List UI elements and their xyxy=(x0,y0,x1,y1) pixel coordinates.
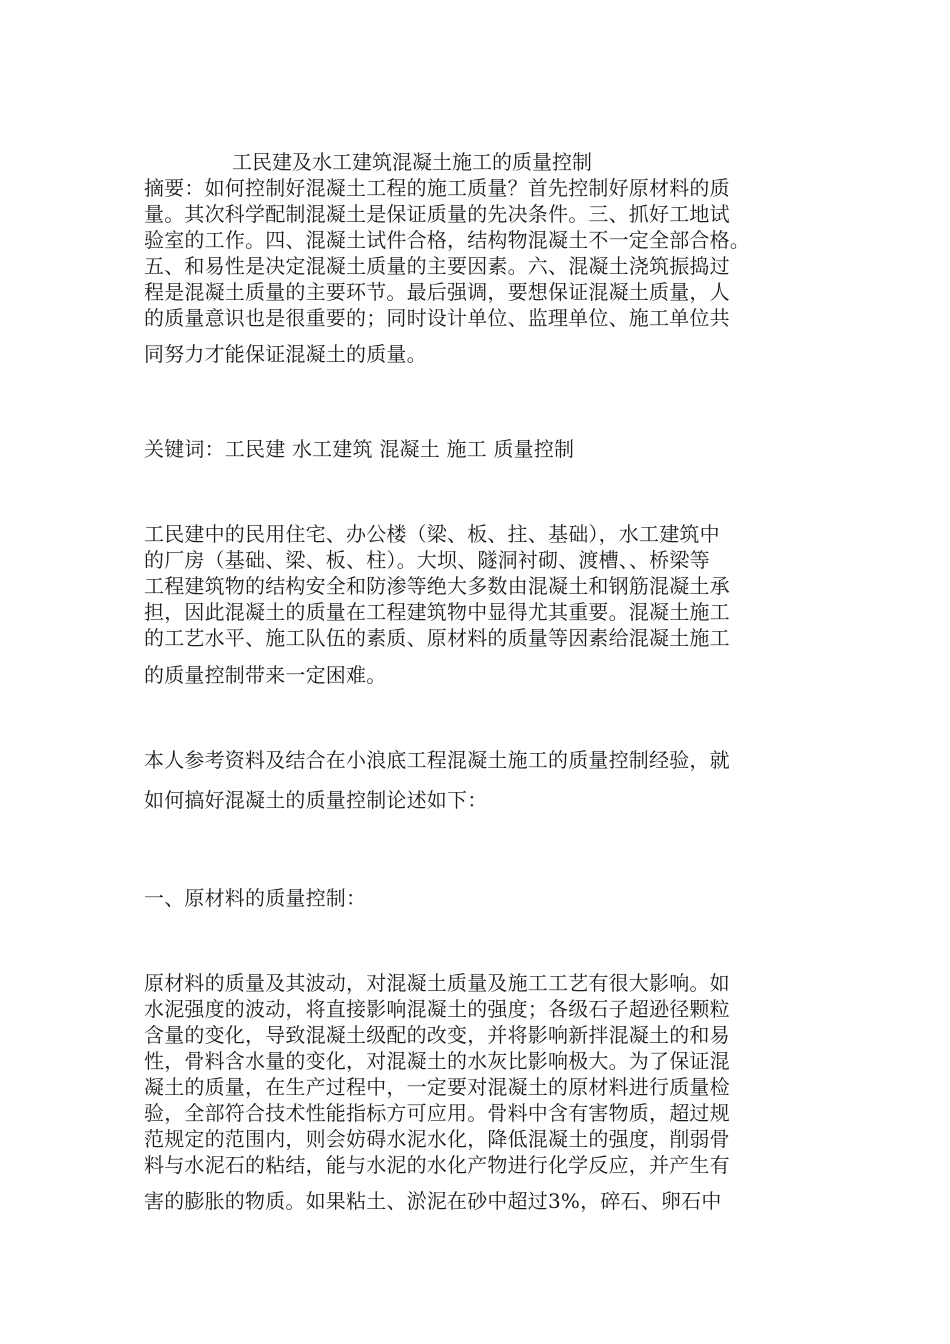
reference-line: 如何搞好混凝土的质量控制论述如下： xyxy=(144,788,488,812)
abstract-line: 量。其次科学配制混凝土是保证质量的先决条件。三、抓好工地试 xyxy=(144,202,730,226)
section-line: 凝土的质量，在生产过程中，一定要对混凝土的原材料进行质量检 xyxy=(144,1075,730,1099)
section-line: 范规定的范围内，则会妨碍水泥水化，降低混凝土的强度，削弱骨 xyxy=(144,1127,730,1151)
section-line: 水泥强度的波动，将直接影响混凝土的强度；各级石子超逊径颗粒 xyxy=(144,997,730,1021)
document-title: 工民建及水工建筑混凝土施工的质量控制 xyxy=(232,150,592,174)
section-heading: 一、原材料的质量控制： xyxy=(144,886,367,910)
intro-line: 的质量控制带来一定困难。 xyxy=(144,663,387,687)
intro-line: 的工艺水平、施工队伍的素质、原材料的质量等因素给混凝土施工 xyxy=(144,626,730,650)
abstract-line: 的质量意识也是很重要的；同时设计单位、监理单位、施工单位共 xyxy=(144,306,730,330)
section-line: 害的膨胀的物质。如果粘土、淤泥在砂中超过3%，碎石、卵石中 xyxy=(144,1189,722,1213)
section-line: 性，骨料含水量的变化，对混凝土的水灰比影响极大。为了保证混 xyxy=(144,1049,730,1073)
abstract-line: 程是混凝土质量的主要环节。最后强调，要想保证混凝土质量，人 xyxy=(144,280,730,304)
section-line: 验，全部符合技术性能指标方可应用。骨料中含有害物质，超过规 xyxy=(144,1101,730,1125)
section-line: 料与水泥石的粘结，能与水泥的水化产物进行化学反应，并产生有 xyxy=(144,1153,730,1177)
abstract-line: 五、和易性是决定混凝土质量的主要因素。六、混凝土浇筑振捣过 xyxy=(144,254,730,278)
intro-line: 工民建中的民用住宅、办公楼（梁、板、拄、基础），水工建筑中 xyxy=(144,522,720,546)
section-line: 原材料的质量及其波动，对混凝土质量及施工工艺有很大影响。如 xyxy=(144,971,730,995)
intro-line: 的厂房（基础、梁、板、柱）。大坝、隧洞衬砌、渡槽、、桥梁等 xyxy=(144,548,710,572)
intro-line: 工程建筑物的结构安全和防渗等绝大多数由混凝土和钢筋混凝土承 xyxy=(144,574,730,598)
section-line: 含量的变化，导致混凝土级配的改变，并将影响新拌混凝土的和易 xyxy=(144,1023,730,1047)
intro-line: 担，因此混凝土的质量在工程建筑物中显得尤其重要。混凝土施工 xyxy=(144,600,730,624)
reference-line: 本人参考资料及结合在小浪底工程混凝土施工的质量控制经验，就 xyxy=(144,748,730,772)
abstract-line: 验室的工作。四、混凝土试件合格，结构物混凝土不一定全部合格。 xyxy=(144,228,750,252)
abstract-line: 同努力才能保证混凝土的质量。 xyxy=(144,342,427,366)
abstract-line: 摘要：如何控制好混凝土工程的施工质量？首先控制好原材料的质 xyxy=(144,176,730,200)
keywords-line: 关键词：工民建 水工建筑 混凝土 施工 质量控制 xyxy=(144,437,575,461)
